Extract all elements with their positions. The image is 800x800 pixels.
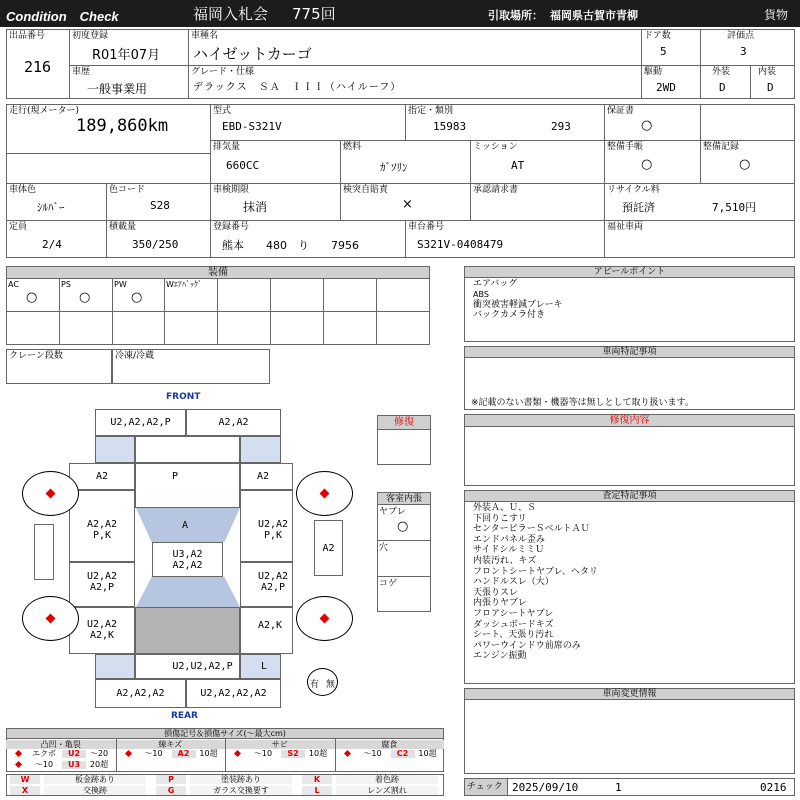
- freezer-label: 冷凍/冷蔵: [115, 351, 155, 361]
- assessment-line: シート、天張り汚れ: [473, 630, 554, 641]
- legend-code-key: G: [156, 786, 186, 795]
- legend-code-value: 塗装跡あり: [190, 775, 292, 784]
- legend-title: 損傷記号＆損傷サイズ(〜最大cm): [7, 729, 443, 739]
- record-label: 整備記録: [703, 142, 740, 152]
- legend-size-min: 〜10: [34, 760, 54, 769]
- legend-group-name: 線キズ: [116, 740, 226, 749]
- cabin-tear-mark: ○: [397, 519, 409, 534]
- exterior-label: 外装: [712, 67, 731, 77]
- header-title-left: Condition Check: [6, 9, 119, 24]
- legend-size-max: 20超: [89, 760, 109, 769]
- recycle-value: 7,510円: [712, 201, 757, 214]
- spare-tire-mark: 有: [310, 680, 320, 690]
- inspection-value: 抹消: [243, 200, 268, 214]
- selfins-mark: ×: [402, 197, 413, 212]
- manual-mark: ○: [641, 157, 653, 172]
- assessment-line: フロアシートヤブレ: [473, 608, 554, 619]
- color-value: ｼﾙﾊﾞｰ: [37, 201, 65, 214]
- panel-front-door-left: A2,A2 P,K: [86, 519, 118, 541]
- inspection-label: 車検期限: [213, 185, 250, 195]
- check-num: 1: [615, 781, 622, 794]
- legend-code: C2: [391, 750, 415, 758]
- approval-label: 承認請求書: [473, 185, 519, 195]
- rating-label: 評価点: [727, 31, 755, 41]
- color-code-label: 色コード: [109, 185, 146, 195]
- cabin-title: 客室内張: [378, 493, 430, 505]
- history-label: 車歴: [72, 67, 91, 77]
- legend-code-value: 着色跡: [336, 775, 438, 784]
- grade-label: グレード・仕様: [191, 67, 255, 77]
- model-label: 車種名: [191, 31, 219, 41]
- change-title: 車両変更情報: [465, 689, 794, 700]
- spare-tire-none: 無: [326, 680, 336, 690]
- legend-size-max: 10超: [199, 749, 218, 758]
- panel-rear-lamp: L: [260, 661, 268, 672]
- panel-rear-door-right: U2,A2 A2,P: [257, 571, 289, 593]
- regno-value: 熊本 480 り 7956: [222, 239, 359, 252]
- lot-value: 216: [24, 58, 52, 76]
- rating-value: 3: [740, 45, 747, 58]
- equipment-title: 装備: [7, 267, 429, 279]
- legend-size-min: 〜10: [253, 749, 273, 758]
- legend-code-value: 板金跡あり: [44, 775, 146, 784]
- legend-marker: [15, 750, 22, 757]
- panel-roof: U3,A2 A2,A2: [172, 548, 203, 571]
- pickup-label: 引取場所：: [488, 9, 543, 22]
- legend-marker: [124, 750, 131, 757]
- legend-code-key: L: [302, 786, 332, 795]
- welfare-label: 福祉車両: [607, 222, 644, 232]
- legend-group-name: 凸凹・亀裂: [6, 740, 116, 749]
- side-mirror-left: [34, 524, 54, 580]
- designation-label: 指定・類別: [408, 106, 454, 116]
- legend-group-name: サビ: [225, 740, 335, 749]
- exterior-value: D: [719, 81, 726, 94]
- legend-code-value: レンズ割れ: [336, 786, 438, 795]
- chassis-value: S321V-0408479: [417, 238, 504, 251]
- assessment-line: ダッシュボードキズ: [473, 619, 554, 630]
- legend-size-max: 10超: [308, 749, 328, 758]
- equip-wairbag-label: Wｴｱﾊﾞｯｸﾞ: [166, 280, 202, 289]
- assessment-line: 下回りこすリ: [473, 513, 527, 524]
- mission-value: AT: [511, 159, 525, 172]
- legend-code-key: P: [156, 775, 186, 784]
- panel-front-right: A2,A2: [218, 417, 249, 428]
- drive-value: 2WD: [656, 81, 676, 94]
- model-value: ハイゼットカーゴ: [193, 45, 312, 63]
- equip-ps-label: PS: [61, 280, 71, 289]
- panel-rear-door-left: U2,A2 A2,P: [86, 571, 118, 593]
- auction-name: 福岡入札会: [193, 5, 269, 23]
- legend-code: U2: [62, 750, 86, 758]
- assessment-line: エンドパネル歪み: [473, 534, 545, 545]
- panel-hood: P: [171, 471, 179, 482]
- color-label: 車体色: [9, 185, 37, 195]
- front-label: FRONT: [166, 392, 201, 402]
- recycle-status: 預託済: [622, 201, 655, 214]
- interior-value: D: [767, 81, 774, 94]
- cabin-tear-label: ヤブレ: [379, 507, 406, 517]
- legend-marker: [234, 750, 241, 757]
- rear-window: [136, 577, 240, 607]
- header-bar: [0, 0, 800, 27]
- legend-size-max: 10超: [418, 749, 437, 758]
- interior-label: 内装: [758, 67, 777, 77]
- class-value: 293: [551, 120, 571, 133]
- type-label: 型式: [213, 106, 232, 116]
- legend-code: A2: [172, 750, 196, 758]
- cabin-burn-label: コゲ: [379, 579, 398, 589]
- displacement-value: 660CC: [226, 159, 260, 172]
- assessment-line: 内装汚れ、キズ: [473, 555, 537, 566]
- legend-code-key: W: [10, 775, 40, 784]
- panel-back-door: U2,U2,A2,P: [172, 661, 233, 672]
- appeal-title: アピールポイント: [465, 267, 794, 278]
- legend-codes: [6, 774, 444, 796]
- assessment-line: エンジン振動: [473, 651, 527, 662]
- load-value: 350/250: [132, 238, 179, 251]
- check-date: 2025/09/10: [512, 781, 579, 794]
- lot-label: 出品番号: [9, 31, 46, 41]
- color-code-value: S28: [150, 199, 170, 212]
- assessment-line: 内張りヤブレ: [473, 598, 527, 609]
- fuel-value: ｶﾞｿﾘﾝ: [380, 161, 408, 174]
- doors-value: 5: [660, 45, 667, 58]
- first-reg-label: 初度登録: [72, 31, 109, 41]
- panel-side-right: A2: [322, 542, 335, 554]
- cabin-hole-label: 穴: [379, 543, 389, 553]
- assessment-line: サイドシルミミＵ: [473, 545, 545, 556]
- legend-code-key: K: [302, 775, 332, 784]
- mileage-label: 走行(現メーター): [9, 106, 80, 116]
- panel-rear-bumper-left: A2,A2,A2: [116, 688, 165, 699]
- assessment-line: 天張りスレ: [473, 587, 519, 598]
- regno-label: 登録番号: [213, 222, 250, 232]
- assessment-line: 外装Ａ、Ｕ、Ｓ: [473, 503, 537, 513]
- load-label: 積載量: [109, 222, 137, 232]
- crane-label: クレーン段数: [9, 351, 63, 361]
- legend-size-min: 〜10: [144, 749, 163, 758]
- appeal-line: ABS: [473, 290, 489, 299]
- drive-label: 駆動: [644, 67, 663, 77]
- assessment-lines: [473, 503, 791, 662]
- assessment-title: 査定特記事項: [465, 491, 794, 502]
- cargo-area: [135, 607, 240, 654]
- legend-code: U3: [62, 761, 86, 769]
- warranty-label: 保証書: [607, 106, 635, 116]
- legend-group-name: 腐食: [335, 740, 445, 749]
- assessment-line: パワーウインドウ前席のみ: [473, 640, 581, 651]
- legend-size-max: 〜20: [89, 749, 109, 758]
- special-title: 車両特記事項: [465, 347, 794, 358]
- first-reg-value: R01年07月: [92, 48, 161, 63]
- recycle-label: リサイクル料: [607, 185, 660, 195]
- assessment-line: センターピラーＳベルトＡＵ: [473, 524, 590, 535]
- fuel-label: 燃料: [343, 142, 362, 152]
- special-note: ※記載のない書類・機器等は無しとして取り扱います。: [471, 398, 694, 408]
- legend-marker: [343, 750, 350, 757]
- equip-pw-mark: ○: [131, 290, 143, 305]
- pickup-location: 福岡県古賀市青柳: [550, 9, 638, 22]
- panel-front-fender-right: A2: [256, 471, 270, 482]
- selfins-label: 検突自賠責: [343, 185, 389, 195]
- panel-front-door-right: U2,A2 P,K: [257, 519, 289, 541]
- rear-label: REAR: [171, 711, 198, 721]
- change-box: [464, 688, 795, 774]
- history-value: 一般事業用: [87, 82, 148, 96]
- type-value: EBD-S321V: [222, 120, 282, 133]
- legend-groups: [6, 739, 444, 772]
- repair-detail-title: 修復内容: [465, 415, 794, 427]
- panel-rear-quarter-left: U2,A2 A2,K: [86, 619, 118, 641]
- capacity-value: 2/4: [42, 238, 62, 251]
- legend-code-value: ガラス交換要す: [190, 786, 292, 795]
- panel-windshield: A: [181, 519, 189, 531]
- manual-label: 整備手帳: [607, 142, 644, 152]
- capacity-label: 定員: [9, 222, 28, 232]
- panel-rear-quarter-right: A2,K: [257, 619, 283, 631]
- equip-pw-label: PW: [114, 280, 127, 289]
- grade-value: デラックス ＳＡ ＩＩＩ（ハイルーフ）: [193, 82, 402, 93]
- check-code: 0216: [760, 781, 787, 794]
- displacement-label: 排気量: [213, 142, 241, 152]
- warranty-mark: ○: [641, 118, 653, 133]
- panel-front-fender-left: A2: [95, 471, 109, 482]
- panel-rear-bumper-right: U2,A2,A2,A2: [200, 688, 267, 699]
- vehicle-category: 貨物: [764, 8, 789, 22]
- doors-label: ドア数: [644, 31, 671, 41]
- legend-code: S2: [281, 750, 305, 758]
- equip-ps-mark: ○: [79, 290, 91, 305]
- equip-ac-label: AC: [8, 280, 19, 289]
- assessment-line: フロントシートヤブレ、ヘタリ: [473, 566, 598, 577]
- record-mark: ○: [739, 157, 751, 172]
- assessment-line: ハンドルスレ（大）: [473, 577, 554, 588]
- check-label: チェック: [467, 782, 503, 792]
- mileage-value: 189,860km: [76, 116, 169, 136]
- appeal-line: バックカメラ付き: [473, 310, 546, 320]
- legend-size-min: 〜10: [363, 749, 382, 758]
- repair-title: 修復: [378, 416, 430, 430]
- appeal-line: エアバッグ: [473, 279, 518, 289]
- legend-code-key: X: [10, 786, 40, 795]
- designation-value: 15983: [433, 120, 467, 133]
- equip-ac-mark: ○: [26, 290, 38, 305]
- legend-size-min: エクボ: [32, 749, 56, 758]
- auction-session: 775回: [292, 5, 336, 23]
- legend-marker: [15, 761, 22, 768]
- legend-code-value: 交換跡: [44, 786, 146, 795]
- mission-label: ミッション: [473, 142, 518, 152]
- panel-front-left: U2,A2,A2,P: [110, 417, 171, 428]
- chassis-label: 車台番号: [408, 222, 445, 232]
- appeal-line: 衝突被害軽減ブレーキ: [473, 300, 563, 310]
